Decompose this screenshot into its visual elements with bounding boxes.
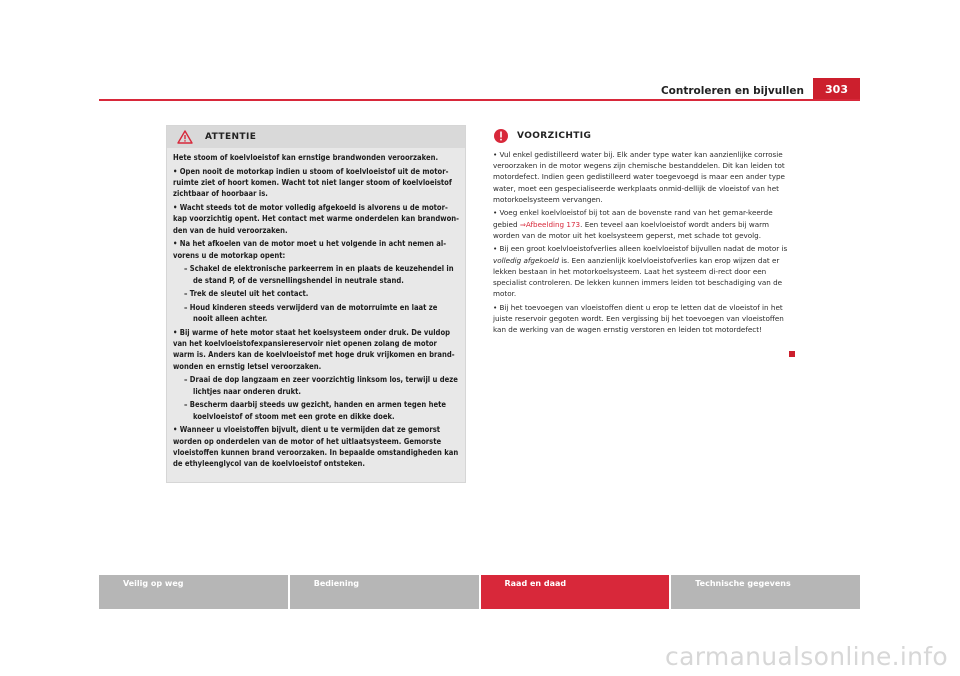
caution-text: . Een teveel aan koelvloeistof wordt anders bij warm worden van de motor uit het koelsysteem geperst, met schade tot gevolg. bbox=[493, 219, 769, 240]
caution-section bbox=[493, 126, 796, 338]
warning-paragraph: • Open nooit de motorkap indien u stoom of koelvloeistof uit de motor-ruimte ziet of hoort komen. Wacht tot niet langer stoom of koelvloeistof zichtbaar of hoorbaar is. bbox=[173, 166, 452, 199]
warning-box bbox=[166, 125, 466, 483]
page-number: 303 bbox=[813, 78, 860, 100]
caution-emphasis: volledig afgekoeld bbox=[493, 255, 559, 265]
tab-raad-en-daad[interactable]: Raad en daad bbox=[481, 575, 670, 609]
warning-paragraph: • Wacht steeds tot de motor volledig afgekoeld is alvorens u de motor-kap voorzichtig opent. Het contact met warme onderdelen kan brandwon-den van de huid veroorzaken. bbox=[173, 202, 459, 235]
caution-paragraph: • Vul enkel gedistilleerd water bij. Elk ander type water kan aanzienlijke corrosie veroorzaken in de motor wegens zijn chemische bestanddelen. Dit kan leiden tot motordefect. Indien geen gedistilleerd water toegevoegd is maar een ander type water, moet een gespecialiseerde werkplaats onmid-dellijk de vloeistof van het motorkoelsysteem vervangen. bbox=[493, 150, 785, 204]
caution-heading: VOORZICHTIG bbox=[517, 131, 592, 141]
caution-text: is. Een aanzienlijk koelvloeistofverlies kan erop wijzen dat er lekken bestaan in het motorkoelsysteem. Laat het systeem di-rect door een specialist controleren. De lekken kunnen immers leiden tot beschadiging van de motor. bbox=[493, 255, 783, 299]
caution-paragraph bbox=[493, 207, 796, 241]
watermark: carmanualsonline.info bbox=[665, 642, 948, 671]
warning-subitem: – Draai de dop langzaam en zeer voorzichtig linksom los, terwijl u deze lichtjes naar onderen drukt. bbox=[184, 375, 458, 396]
exclamation-circle-icon bbox=[493, 128, 509, 144]
page-header-title: Controleren en bijvullen bbox=[660, 85, 804, 97]
caution-paragraph: • Bij het toevoegen van vloeistoffen dient u erop te letten dat de vloeistof in het juiste reservoir gegoten wordt. Een vergissing bij het toevoegen van vloeistoffen kan de werking van de wagen ernstig verstoren en leiden tot motordefect! bbox=[493, 302, 784, 335]
warning-paragraph: • Na het afkoelen van de motor moet u het volgende in acht nemen al-vorens u de motorkap opent: bbox=[173, 239, 447, 260]
caution-heading-bar bbox=[493, 126, 796, 146]
tab-technische-gegevens[interactable]: Technische gegevens bbox=[671, 575, 860, 609]
tab-bediening[interactable]: Bediening bbox=[290, 575, 479, 609]
footer-nav bbox=[99, 575, 860, 609]
warning-heading-bar bbox=[167, 126, 465, 148]
caution-text: • Voeg enkel koelvloeistof bij tot aan de bovenste rand van het gemar-keerde gebied bbox=[493, 208, 773, 229]
caution-paragraph bbox=[493, 243, 796, 299]
header-rule bbox=[99, 99, 860, 101]
section-end-marker bbox=[789, 351, 795, 357]
warning-body bbox=[167, 148, 465, 470]
warning-paragraph: Hete stoom of koelvloeistof kan ernstige brandwonden veroorzaken. bbox=[173, 153, 439, 162]
warning-paragraph: • Wanneer u vloeistoffen bijvult, dient u te vermijden dat ze gemorst worden op onderdelen van de motor of het uitlaatsysteem. Gemorste vloeistoffen kunnen brand veroorzaken. In bepaalde omstandigheden kan de ethyleenglycol van de koelvloeistof ontsteken. bbox=[173, 425, 459, 469]
caution-body bbox=[493, 149, 796, 335]
warning-triangle-icon bbox=[177, 130, 193, 144]
warning-paragraph: • Bij warme of hete motor staat het koelsysteem onder druk. De vuldop van het koelvloeistofexpansiereservoir niet openen zolang de motor warm is. Anders kan de koelvloeistof met hoge druk vrijkomen en brand-wonden en ernstig letsel veroorzaken. bbox=[173, 327, 455, 371]
warning-subitem: – Trek de sleutel uit het contact. bbox=[184, 289, 309, 299]
warning-subitem: – Houd kinderen steeds verwijderd van de motorruimte en laat ze nooit alleen achter. bbox=[184, 302, 438, 324]
warning-heading: ATTENTIE bbox=[205, 132, 257, 142]
tab-veilig-op-weg[interactable]: Veilig op weg bbox=[99, 575, 288, 609]
caution-text: • Bij een groot koelvloeistofverlies alleen koelvloeistof bijvullen nadat de motor is bbox=[493, 244, 788, 254]
warning-subitem: – Bescherm daarbij steeds uw gezicht, handen en armen tegen hete koelvloeistof of stoom met een grote en dikke doek. bbox=[184, 400, 447, 421]
warning-subitem: – Schakel de elektronische parkeerrem in en plaats de keuzehendel in de stand P, of de versnellingshendel in neutrale stand. bbox=[184, 264, 454, 285]
figure-reference-link[interactable]: ⇒Afbeelding 173 bbox=[519, 219, 581, 229]
